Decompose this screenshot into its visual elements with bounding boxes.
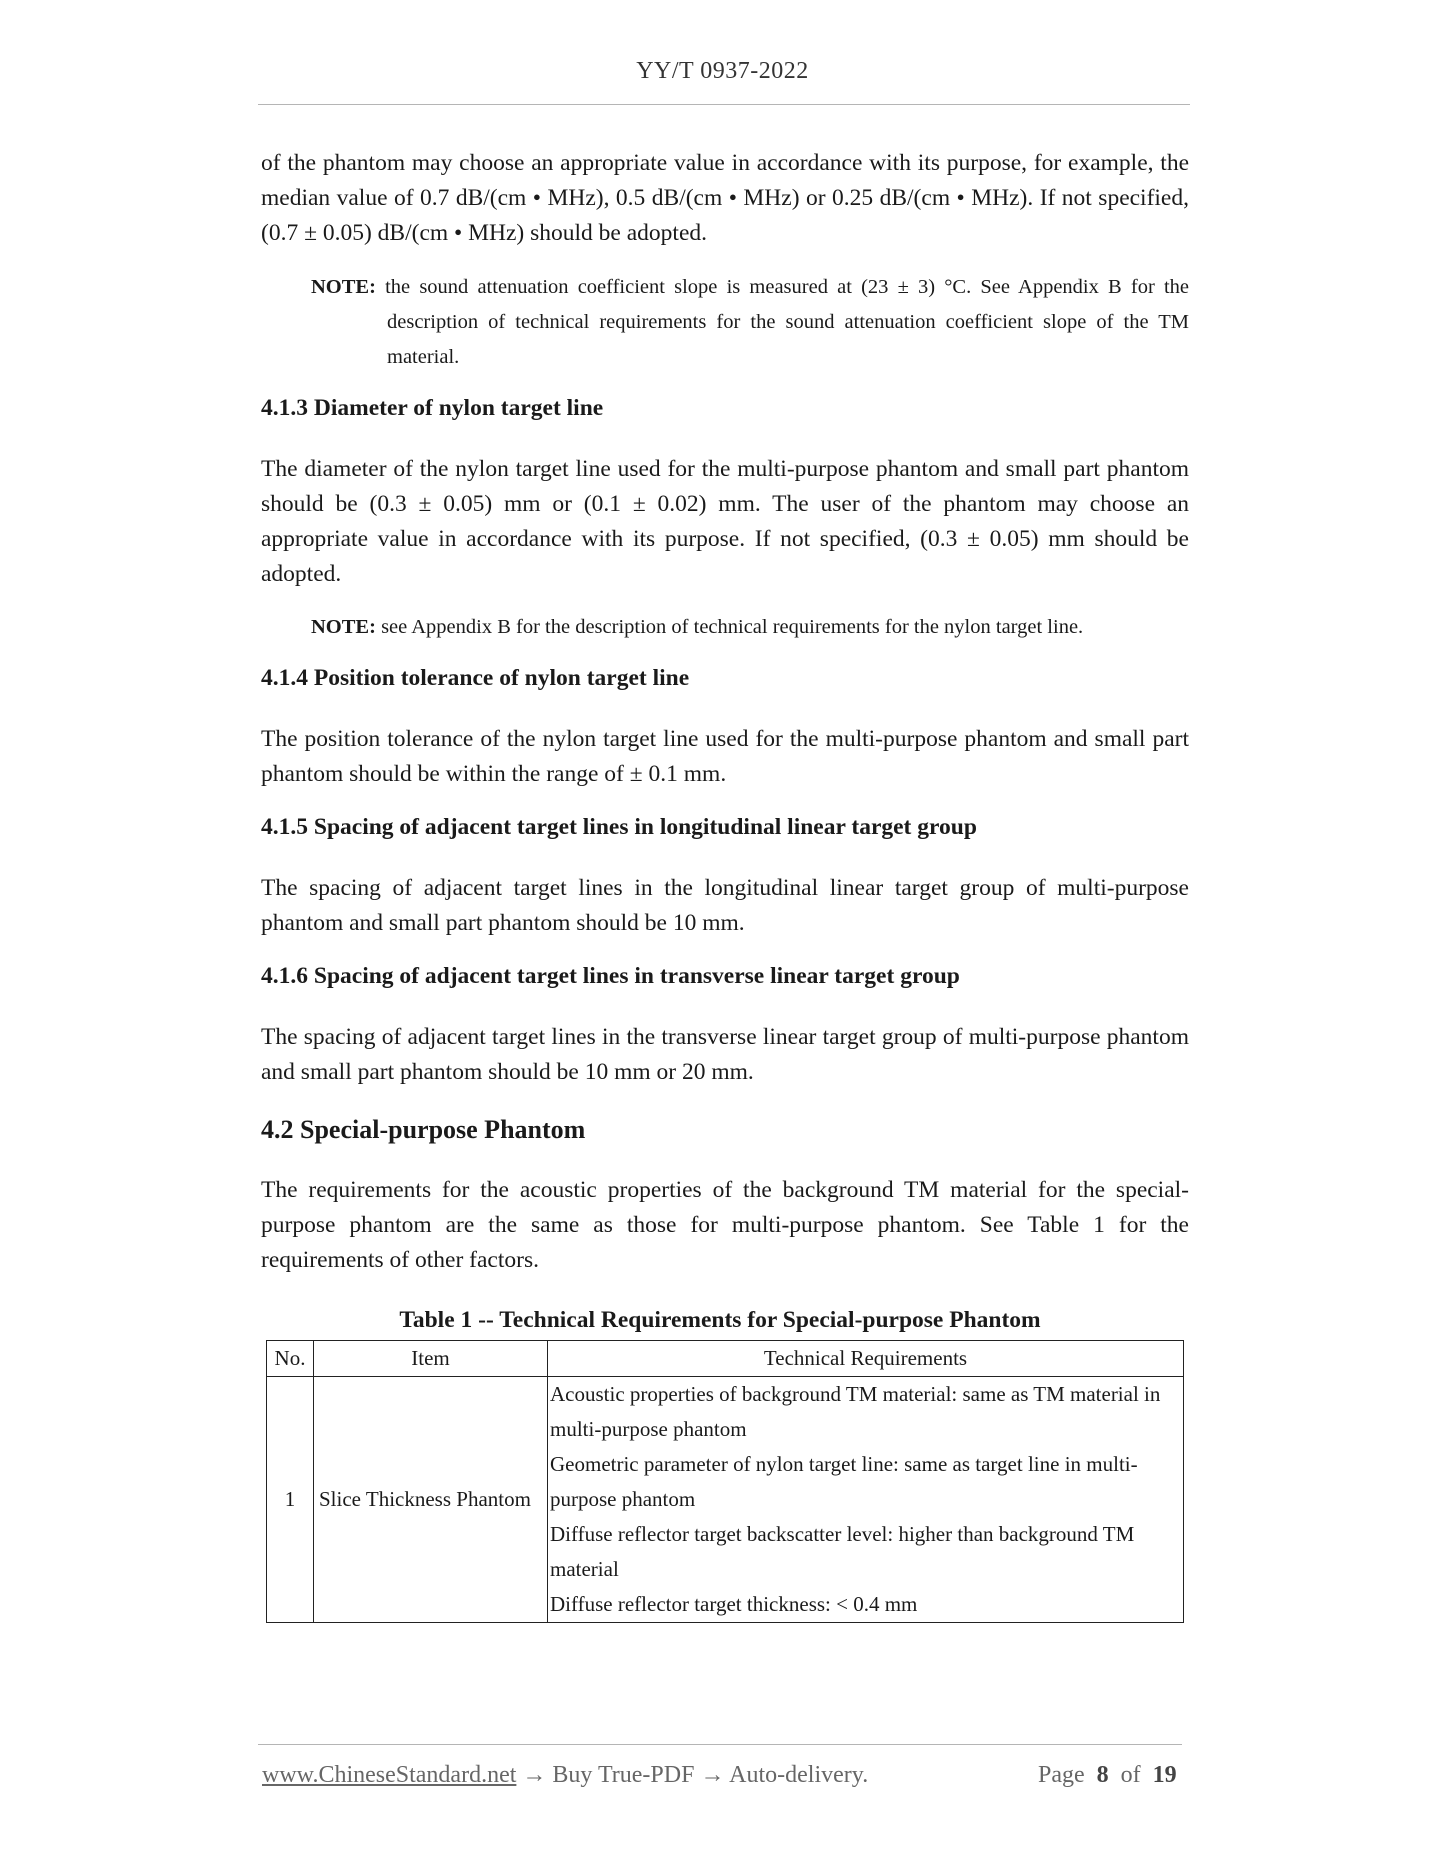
note-text: the sound attenuation coefficient slope is measured at (23 ± 3) °C. See Appendix B for the description of technical requirements for the sound attenuation coefficient slope of the TM material. [385, 276, 1189, 368]
arrow-right-icon: → [700, 1762, 725, 1788]
page-word: Page [1038, 1762, 1085, 1788]
note-attenuation [261, 270, 1189, 375]
requirement-line: Acoustic properties of background TM material: same as TM material in multi-purpose phantom [550, 1382, 1161, 1441]
heading-4-1-4: 4.1.4 Position tolerance of nylon target line [261, 665, 690, 691]
page-indicator [1038, 1762, 1177, 1789]
cell-requirements [548, 1377, 1184, 1623]
paragraph-4-1-5: The spacing of adjacent target lines in the longitudinal linear target group of multi-purpose phantom and small part phantom should be 10 mm. [261, 875, 1189, 936]
page-content [261, 146, 1189, 1623]
paragraph-4-1-3: The diameter of the nylon target line used for the multi-purpose phantom and small part phantom should be (0.3 ± 0.05) mm or (0.1 ± 0.02) mm. The user of the phantom may choose an appropriate value in accordance with its purpose. If not specified, (0.3 ± 0.05) mm should be adopted. [261, 456, 1189, 587]
of-word: of [1120, 1762, 1141, 1788]
column-header-no: No. [267, 1341, 314, 1377]
page-total: 19 [1152, 1762, 1177, 1788]
header-divider [258, 104, 1190, 105]
paragraph-4-1-4: The position tolerance of the nylon target line used for the multi-purpose phantom and small part phantom should be within the range of ± 0.1 mm. [261, 726, 1189, 787]
column-header-item: Item [314, 1341, 548, 1377]
heading-4-1-5: 4.1.5 Spacing of adjacent target lines in longitudinal linear target group [261, 814, 977, 840]
column-header-requirements: Technical Requirements [548, 1341, 1184, 1377]
requirement-line: Geometric parameter of nylon target line: same as target line in multi-purpose phantom [550, 1452, 1138, 1511]
note-text: see Appendix B for the description of technical requirements for the nylon target line. [381, 616, 1084, 638]
note-label: NOTE: [311, 276, 376, 298]
footer-links [262, 1762, 868, 1789]
table-row [267, 1377, 1184, 1623]
cell-item: Slice Thickness Phantom [314, 1377, 548, 1623]
requirement-line: Diffuse reflector target backscatter level: higher than background TM material [550, 1522, 1135, 1581]
footer-divider [258, 1744, 1182, 1745]
table-caption: Table 1 -- Technical Requirements for Special-purpose Phantom [399, 1307, 1041, 1333]
requirement-line: Diffuse reflector target thickness: < 0.4 mm [550, 1592, 918, 1616]
auto-delivery-text: Auto-delivery. [729, 1762, 869, 1788]
table-header-row [267, 1341, 1184, 1377]
intro-paragraph: of the phantom may choose an appropriate value in accordance with its purpose, for example, the median value of 0.7 dB/(cm • MHz), 0.5 dB/(cm • MHz) or 0.25 dB/(cm • MHz). If not specified, (0.7 ± 0.05) dB/(cm • MHz) should be adopted. [261, 150, 1189, 246]
heading-4-2: 4.2 Special-purpose Phantom [261, 1115, 586, 1144]
document-code: YY/T 0937-2022 [636, 58, 809, 84]
heading-4-1-6: 4.1.6 Spacing of adjacent target lines in transverse linear target group [261, 963, 960, 989]
heading-4-1-3: 4.1.3 Diameter of nylon target line [261, 395, 604, 421]
paragraph-4-2: The requirements for the acoustic properties of the background TM material for the special-purpose phantom are the same as those for multi-purpose phantom. See Table 1 for the requirements of other factors. [261, 1177, 1189, 1273]
arrow-right-icon: → [522, 1762, 547, 1788]
note-label: NOTE: [311, 616, 376, 638]
paragraph-4-1-6: The spacing of adjacent target lines in the transverse linear target group of multi-purpose phantom and small part phantom should be 10 mm or 20 mm. [261, 1024, 1189, 1085]
page-number: 8 [1096, 1762, 1109, 1788]
requirements-table [266, 1340, 1184, 1623]
cell-no: 1 [267, 1377, 314, 1623]
note-nylon [261, 610, 1189, 645]
website-link[interactable]: www.ChineseStandard.net [262, 1762, 517, 1788]
buy-pdf-link: Buy True-PDF [552, 1762, 695, 1788]
